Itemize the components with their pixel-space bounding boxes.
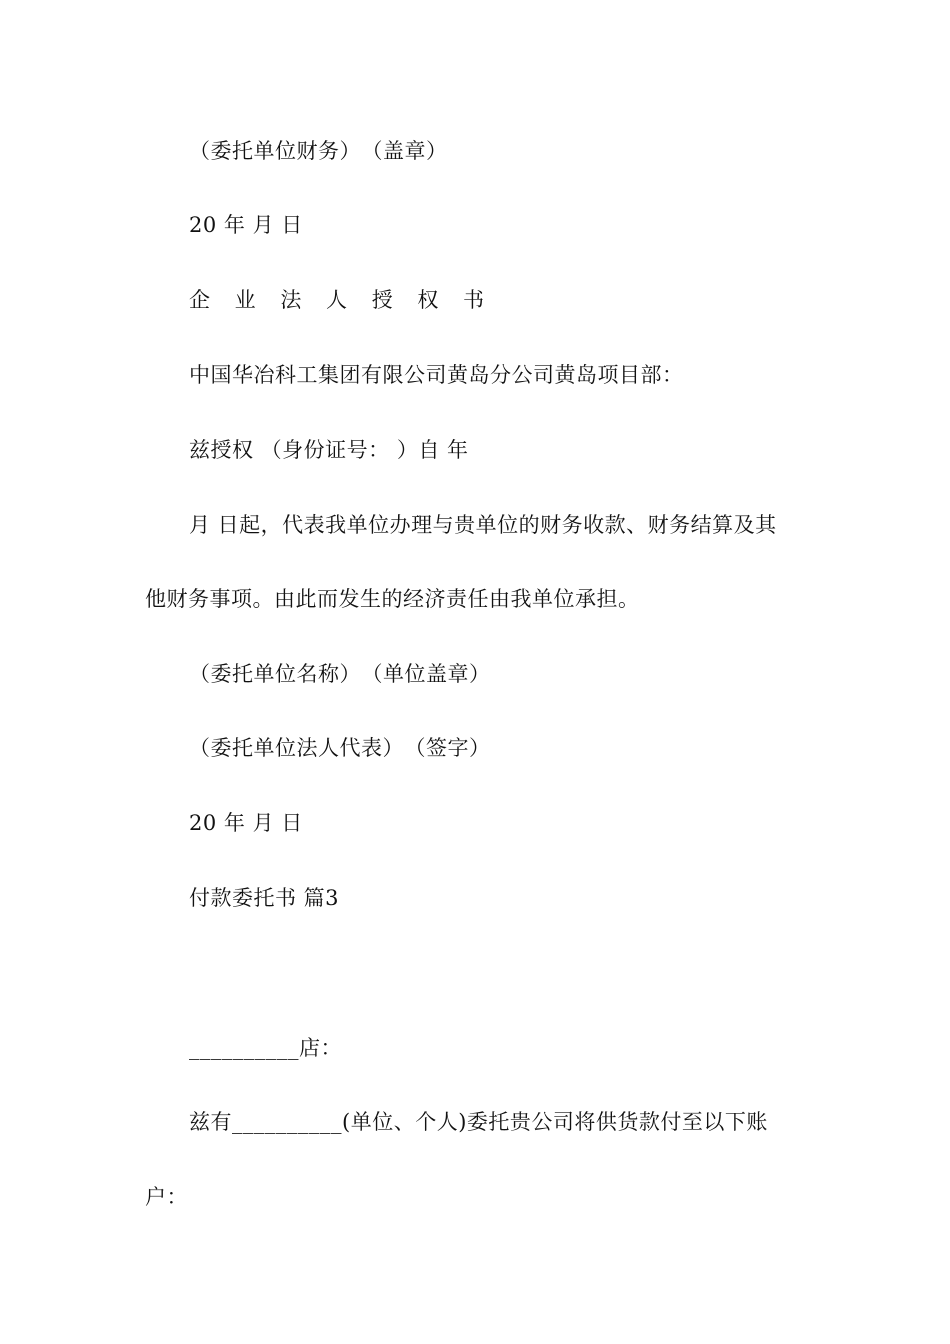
store-line: __________店：: [189, 1036, 342, 1060]
date-line: 20 年 月 日: [189, 213, 303, 237]
unit-name-seal-line: （委托单位名称） （单位盖章）: [189, 662, 491, 686]
date-line-2: 20 年 月 日: [189, 811, 303, 835]
section-heading: 付款委托书 篇3: [189, 886, 340, 910]
authorization-line: 兹授权 （身份证号： ）自 年: [189, 438, 469, 462]
finance-seal-line: （委托单位财务） （盖章）: [189, 139, 448, 163]
entrust-paragraph-line-1: 兹有__________(单位、个人)委托贵公司将供货款付至以下账: [189, 1110, 768, 1134]
recipient-line: 中国华冶科工集团有限公司黄岛分公司黄岛项目部：: [189, 363, 684, 387]
body-paragraph-line-2: 他财务事项。由此而发生的经济责任由我单位承担。: [145, 587, 640, 611]
legal-rep-signature-line: （委托单位法人代表） （签字）: [189, 736, 491, 760]
body-paragraph-line-1: 月 日起，代表我单位办理与贵单位的财务收款、财务结算及其: [189, 513, 777, 537]
section-title: 企 业 法 人 授 权 书: [189, 288, 494, 312]
entrust-paragraph-line-2: 户：: [145, 1185, 188, 1209]
